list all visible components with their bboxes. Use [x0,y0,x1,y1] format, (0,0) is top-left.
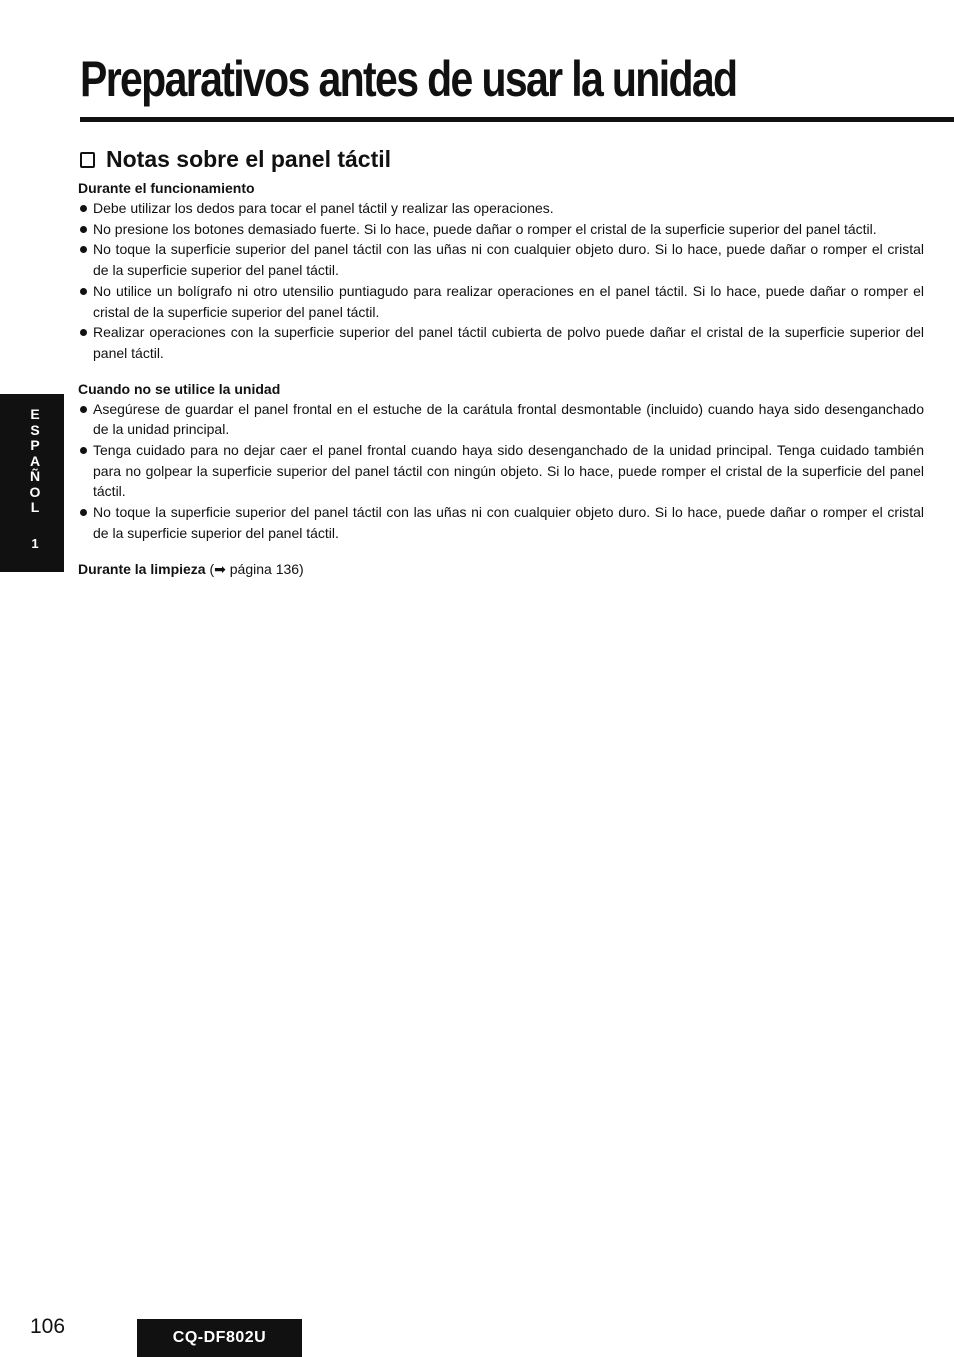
page-number: 106 [30,1315,66,1338]
list-item-text: No presione los botones demasiado fuerte. Si lo hace, puede dañar o romper el cristal de la superficie superior del panel táctil. [93,220,877,237]
bullet-icon [80,288,87,295]
list-item [78,440,924,502]
content [78,178,924,579]
language-letter: Ñ [29,468,41,484]
language-letter: E [30,406,40,422]
bullet-icon [80,406,87,413]
bullet-icon [80,226,87,233]
bullet-icon [80,205,87,212]
list-item-text: Realizar operaciones con la superficie superior del panel táctil cubierta de polvo puede dañar el cristal de la superficie superior del panel táctil. [93,324,924,361]
cleaning-page-link[interactable]: (➡ página 136) [209,560,304,577]
list-item [78,399,924,440]
list-item-text: No toque la superficie superior del panel táctil con las uñas ni con cualquier objeto duro. Si lo hace, puede dañar o romper el cristal de la superficie superior del panel táctil. [93,241,924,279]
list-during-operation [78,198,924,364]
list-item [78,219,924,240]
list-item-text: No toque la superficie superior del panel táctil con las uñas ni con cualquier objeto duro. Si lo hace, puede dañar o romper el cristal de la superficie superior del panel táctil. [93,504,924,541]
language-side-tab [0,394,64,572]
language-letter: A [29,452,41,469]
list-item [78,502,924,543]
cleaning-reference [78,559,924,579]
list-item [78,322,924,363]
subheading-when-not-in-use: Cuando no se utilice la unidad [78,380,281,397]
subheading-during-operation: Durante el funcionamiento [78,180,255,196]
square-box-icon [80,152,95,168]
list-item-text: Debe utilizar los dedos para tocar el panel táctil y realizar las operaciones. [93,200,554,216]
list-item [78,281,924,322]
language-label [27,407,43,516]
page-title: Preparativos antes de usar la unidad [80,51,737,107]
bullet-icon [80,246,87,253]
language-letter: P [30,437,40,453]
bullet-icon [80,447,87,454]
list-when-not-in-use [78,399,924,544]
list-item-text: Tenga cuidado para no dejar caer el panel frontal cuando haya sido desenganchado de la unidad principal. Tenga cuidado también para no golpear la superficie superior del panel táctil con ningún objeto. Si lo hace, puede romper el cristal de la superficie del panel táctil. [93,442,924,500]
language-letter: L [30,499,40,515]
title-rule [80,117,954,122]
language-tab-number: 1 [31,536,39,551]
bullet-icon [80,509,87,516]
list-item-text: No utilice un bolígrafo ni otro utensilio puntiagudo para realizar operaciones en el panel táctil. Si lo hace, puede dañar o romper el cristal de la superficie superior del panel táctil. [93,282,924,320]
language-letter: S [30,421,40,438]
list-item [78,198,924,219]
list-item-text: Asegúrese de guardar el panel frontal en el estuche de la carátula frontal desmontable (incluido) cuando haya sido desenganchado de la unidad principal. [93,400,924,438]
section-heading-text: Notas sobre el panel táctil [106,146,392,172]
list-item [78,239,924,280]
language-letter: O [29,483,41,500]
model-label: CQ-DF802U [137,1319,302,1357]
section-heading [80,144,391,174]
bullet-icon [80,329,87,336]
subheading-cleaning: Durante la limpieza [78,560,206,577]
